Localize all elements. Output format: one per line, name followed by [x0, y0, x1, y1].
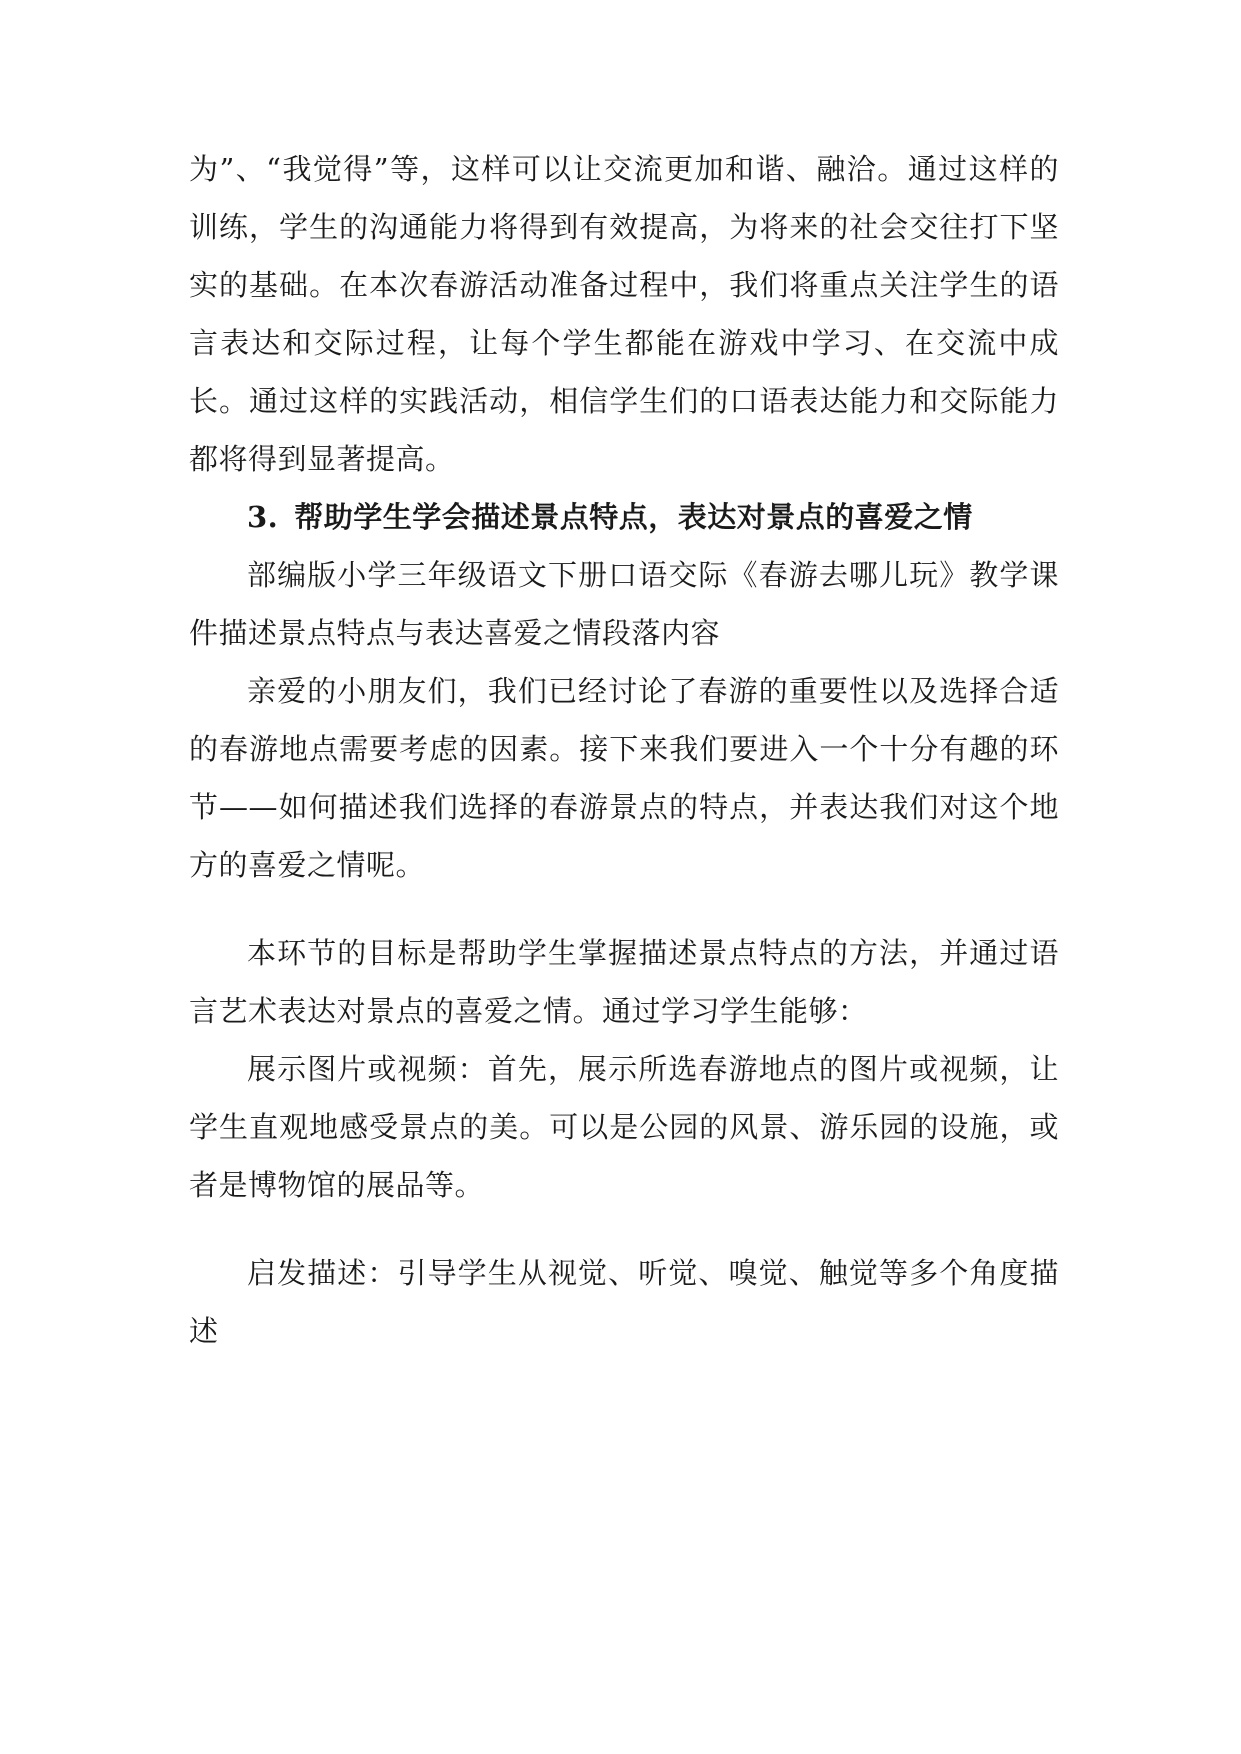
paragraph-1: 部编版小学三年级语文下册口语交际《春游去哪儿玩》教学课件描述景点特点与表达喜爱之情段落内容 [189, 558, 1059, 650]
section-title: 帮助学生学会描述景点特点，表达对景点的喜爱之情 [294, 500, 973, 534]
paragraph-2: 亲爱的小朋友们，我们已经讨论了春游的重要性以及选择合适的春游地点需要考虑的因素。接下来我们要进入一个十分有趣的环节——如何描述我们选择的春游景点的特点，并表达我们对这个地方的喜爱之情呢。 [189, 674, 1059, 882]
paragraph-4: 展示图片或视频：首先，展示所选春游地点的图片或视频，让学生直观地感受景点的美。可以是公园的风景、游乐园的设施，或者是博物馆的展品等。 [189, 1052, 1059, 1202]
document-body [189, 140, 1059, 1360]
section-heading [189, 488, 1059, 546]
paragraph-3: 本环节的目标是帮助学生掌握描述景点特点的方法，并通过语言艺术表达对景点的喜爱之情。通过学习学生能够： [189, 936, 1059, 1028]
paragraph-continued: 为”、“我觉得”等，这样可以让交流更加和谐、融洽。通过这样的训练，学生的沟通能力将得到有效提高，为将来的社会交往打下坚实的基础。在本次春游活动准备过程中，我们将重点关注学生的语言表达和交际过程，让每个学生都能在游戏中学习、在交流中成长。通过这样的实践活动，相信学生们的口语表达能力和交际能力都将得到显著提高。 [189, 152, 1059, 476]
section-number: 3. [247, 500, 279, 534]
paragraph-5: 启发描述：引导学生从视觉、听觉、嗅觉、触觉等多个角度描述 [189, 1256, 1059, 1348]
